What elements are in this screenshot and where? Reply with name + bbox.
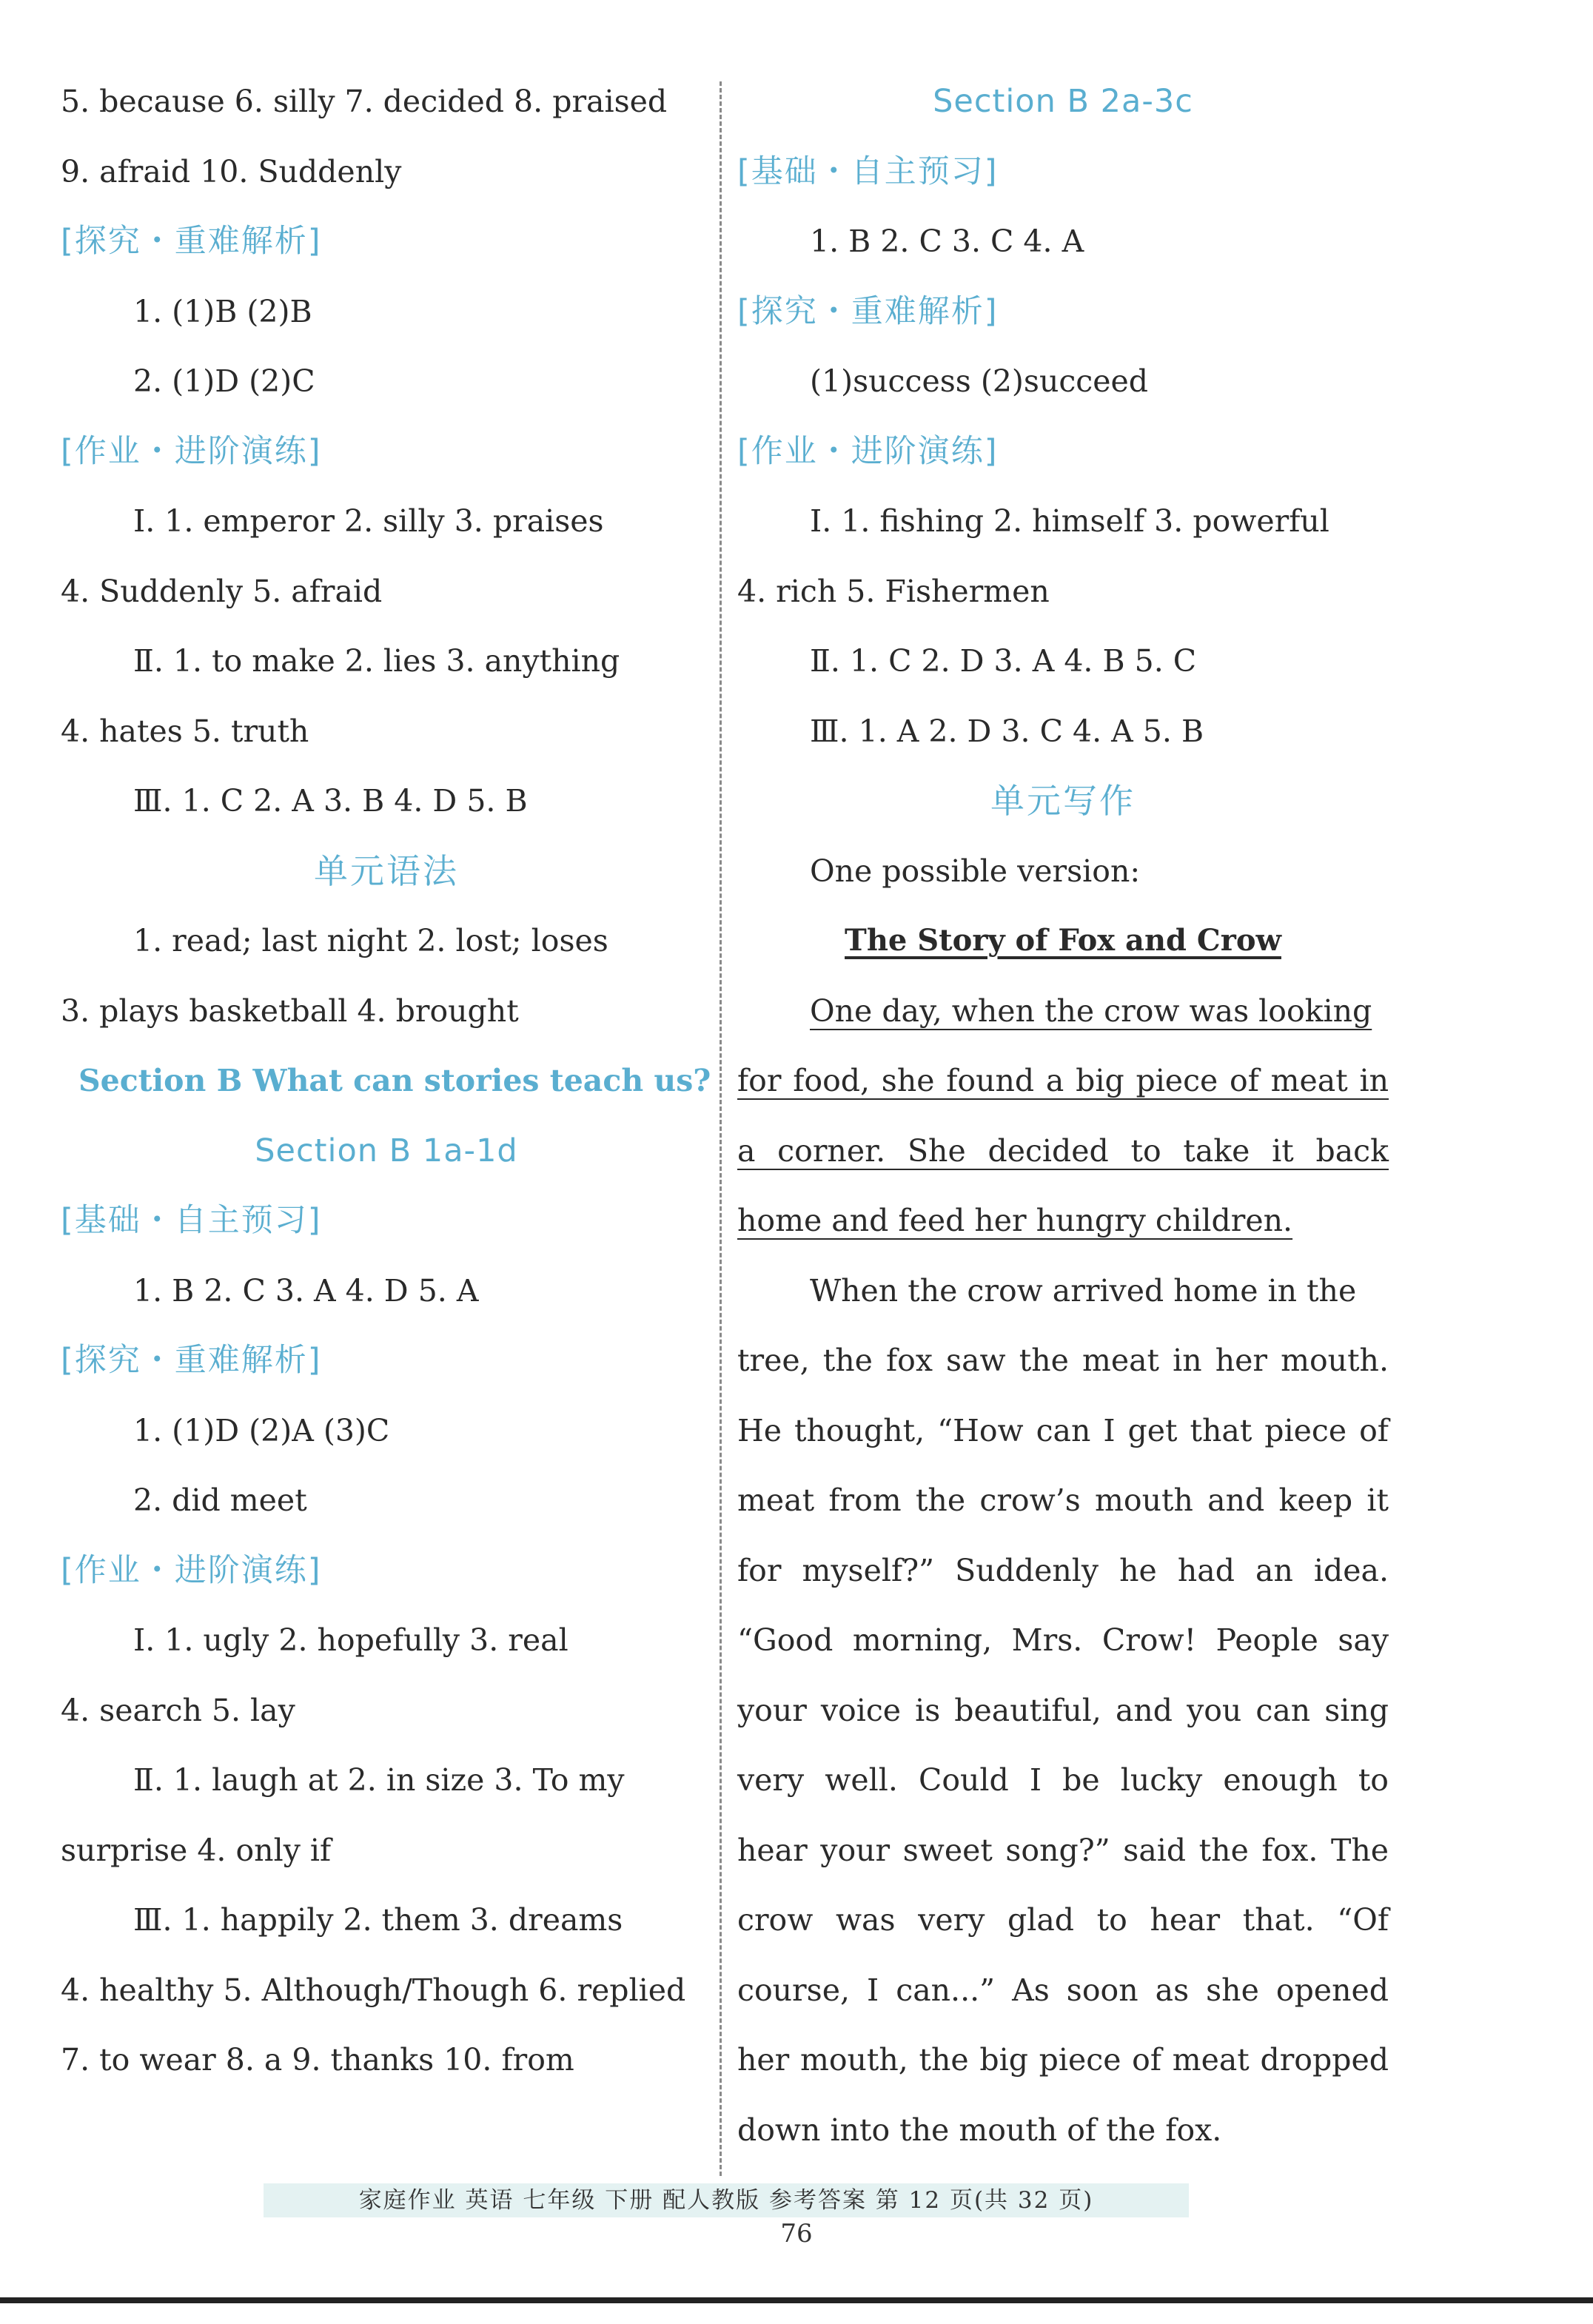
answer-line: Ⅱ. 1. to make 2. lies 3. anything — [133, 643, 620, 679]
tag-explore: [探究・重难解析] — [61, 223, 322, 260]
tag-explore: [探究・重难解析] — [61, 1342, 322, 1379]
story-title — [737, 906, 1389, 976]
section-subheading: Section B 1a-1d — [255, 1132, 518, 1169]
answer-line: Ⅲ. 1. happily 2. them 3. dreams — [133, 1902, 623, 1938]
footer-bar: 家庭作业 英语 七年级 下册 配人教版 参考答案 第 12 页(共 32 页) — [264, 2183, 1189, 2217]
page-number: 76 — [780, 2219, 813, 2249]
paragraph-first-line: One day, when the crow was looking — [810, 993, 1372, 1029]
answer-line: 5. because 6. silly 7. decided 8. praised — [61, 84, 668, 119]
grammar-heading: 单元语法 — [314, 850, 459, 891]
answer-line: 7. to wear 8. a 9. thanks 10. from — [61, 2042, 574, 2078]
answer-line: 2. did meet — [133, 1482, 307, 1518]
paragraph-first-line: When the crow arrived home in the — [810, 1272, 1357, 1309]
tag-homework: [作业・进阶演练] — [61, 1551, 322, 1589]
tag-homework: [作业・进阶演练] — [737, 432, 999, 470]
answer-line: 9. afraid 10. Suddenly — [61, 153, 402, 189]
answer-line: 4. rich 5. Fishermen — [737, 573, 1050, 609]
left-column — [61, 67, 712, 2095]
tag-explore: [探究・重难解析] — [737, 292, 999, 330]
answer-line: 4. healthy 5. Although/Though 6. replied — [61, 1972, 686, 2008]
answer-line: Ⅲ. 1. A 2. D 3. C 4. A 5. B — [810, 713, 1204, 749]
section-heading: Section B What can stories teach us? — [78, 1063, 711, 1098]
answer-line: Ⅰ. 1. ugly 2. hopefully 3. real — [133, 1622, 569, 1658]
answer-line: Ⅲ. 1. C 2. A 3. B 4. D 5. B — [133, 783, 528, 819]
story-paragraph-1 — [737, 976, 1389, 1256]
section-subheading: Section B 2a-3c — [933, 83, 1193, 120]
answer-line: 1. read; last night 2. lost; loses — [133, 923, 608, 958]
answer-line: 1. (1)B (2)B — [133, 293, 312, 329]
answer-line: 1. (1)D (2)A (3)C — [133, 1412, 390, 1448]
paragraph-body: for food, she found a big piece of meat in a corner. She decided to take it back home and feed her hungry children. — [737, 1063, 1389, 1238]
tag-basic: [基础・自主预习] — [61, 1202, 322, 1239]
paragraph-body: tree, the fox saw the meat in her mouth. He thought, “How can I get that piece of meat from the crow’s mouth and keep it for myself?” Suddenly he had an idea. “Good morning, Mrs. Crow! People say your voice is beautiful, and you can sing very well. Could I be lucky enough to hear your sweet song?” said the fox. The crow was very glad to hear that. “Of course, I can...” As soon as she opened her mouth, the big piece of meat dropped down into the mouth of the fox. — [737, 1343, 1389, 2148]
answer-line: Ⅰ. 1. fishing 2. himself 3. powerful — [810, 503, 1329, 539]
column-divider — [720, 81, 722, 2176]
answer-line: 4. search 5. lay — [61, 1692, 295, 1728]
answer-line: Ⅰ. 1. emperor 2. silly 3. praises — [133, 503, 604, 539]
answer-line: Ⅱ. 1. C 2. D 3. A 4. B 5. C — [810, 643, 1197, 679]
version-label: One possible version: — [810, 853, 1141, 889]
story-paragraph-2 — [737, 1256, 1389, 2166]
answer-line: 4. Suddenly 5. afraid — [61, 573, 383, 609]
answer-line: surprise 4. only if — [61, 1832, 332, 1868]
tag-homework: [作业・进阶演练] — [61, 432, 322, 470]
tag-basic: [基础・自主预习] — [737, 152, 999, 190]
answer-line: 3. plays basketball 4. brought — [61, 993, 519, 1029]
answer-line: 4. hates 5. truth — [61, 713, 309, 749]
bottom-rule — [0, 2297, 1593, 2303]
answer-line: (1)success (2)succeed — [810, 363, 1149, 399]
right-column — [737, 67, 1389, 2165]
answer-line: Ⅱ. 1. laugh at 2. in size 3. To my — [133, 1762, 625, 1798]
answer-line: 1. B 2. C 3. C 4. A — [810, 224, 1084, 259]
writing-heading: 单元写作 — [990, 781, 1136, 821]
story-title-text: The Story of Fox and Crow — [845, 923, 1281, 958]
answer-line: 1. B 2. C 3. A 4. D 5. A — [133, 1272, 479, 1309]
answer-line: 2. (1)D (2)C — [133, 363, 315, 399]
